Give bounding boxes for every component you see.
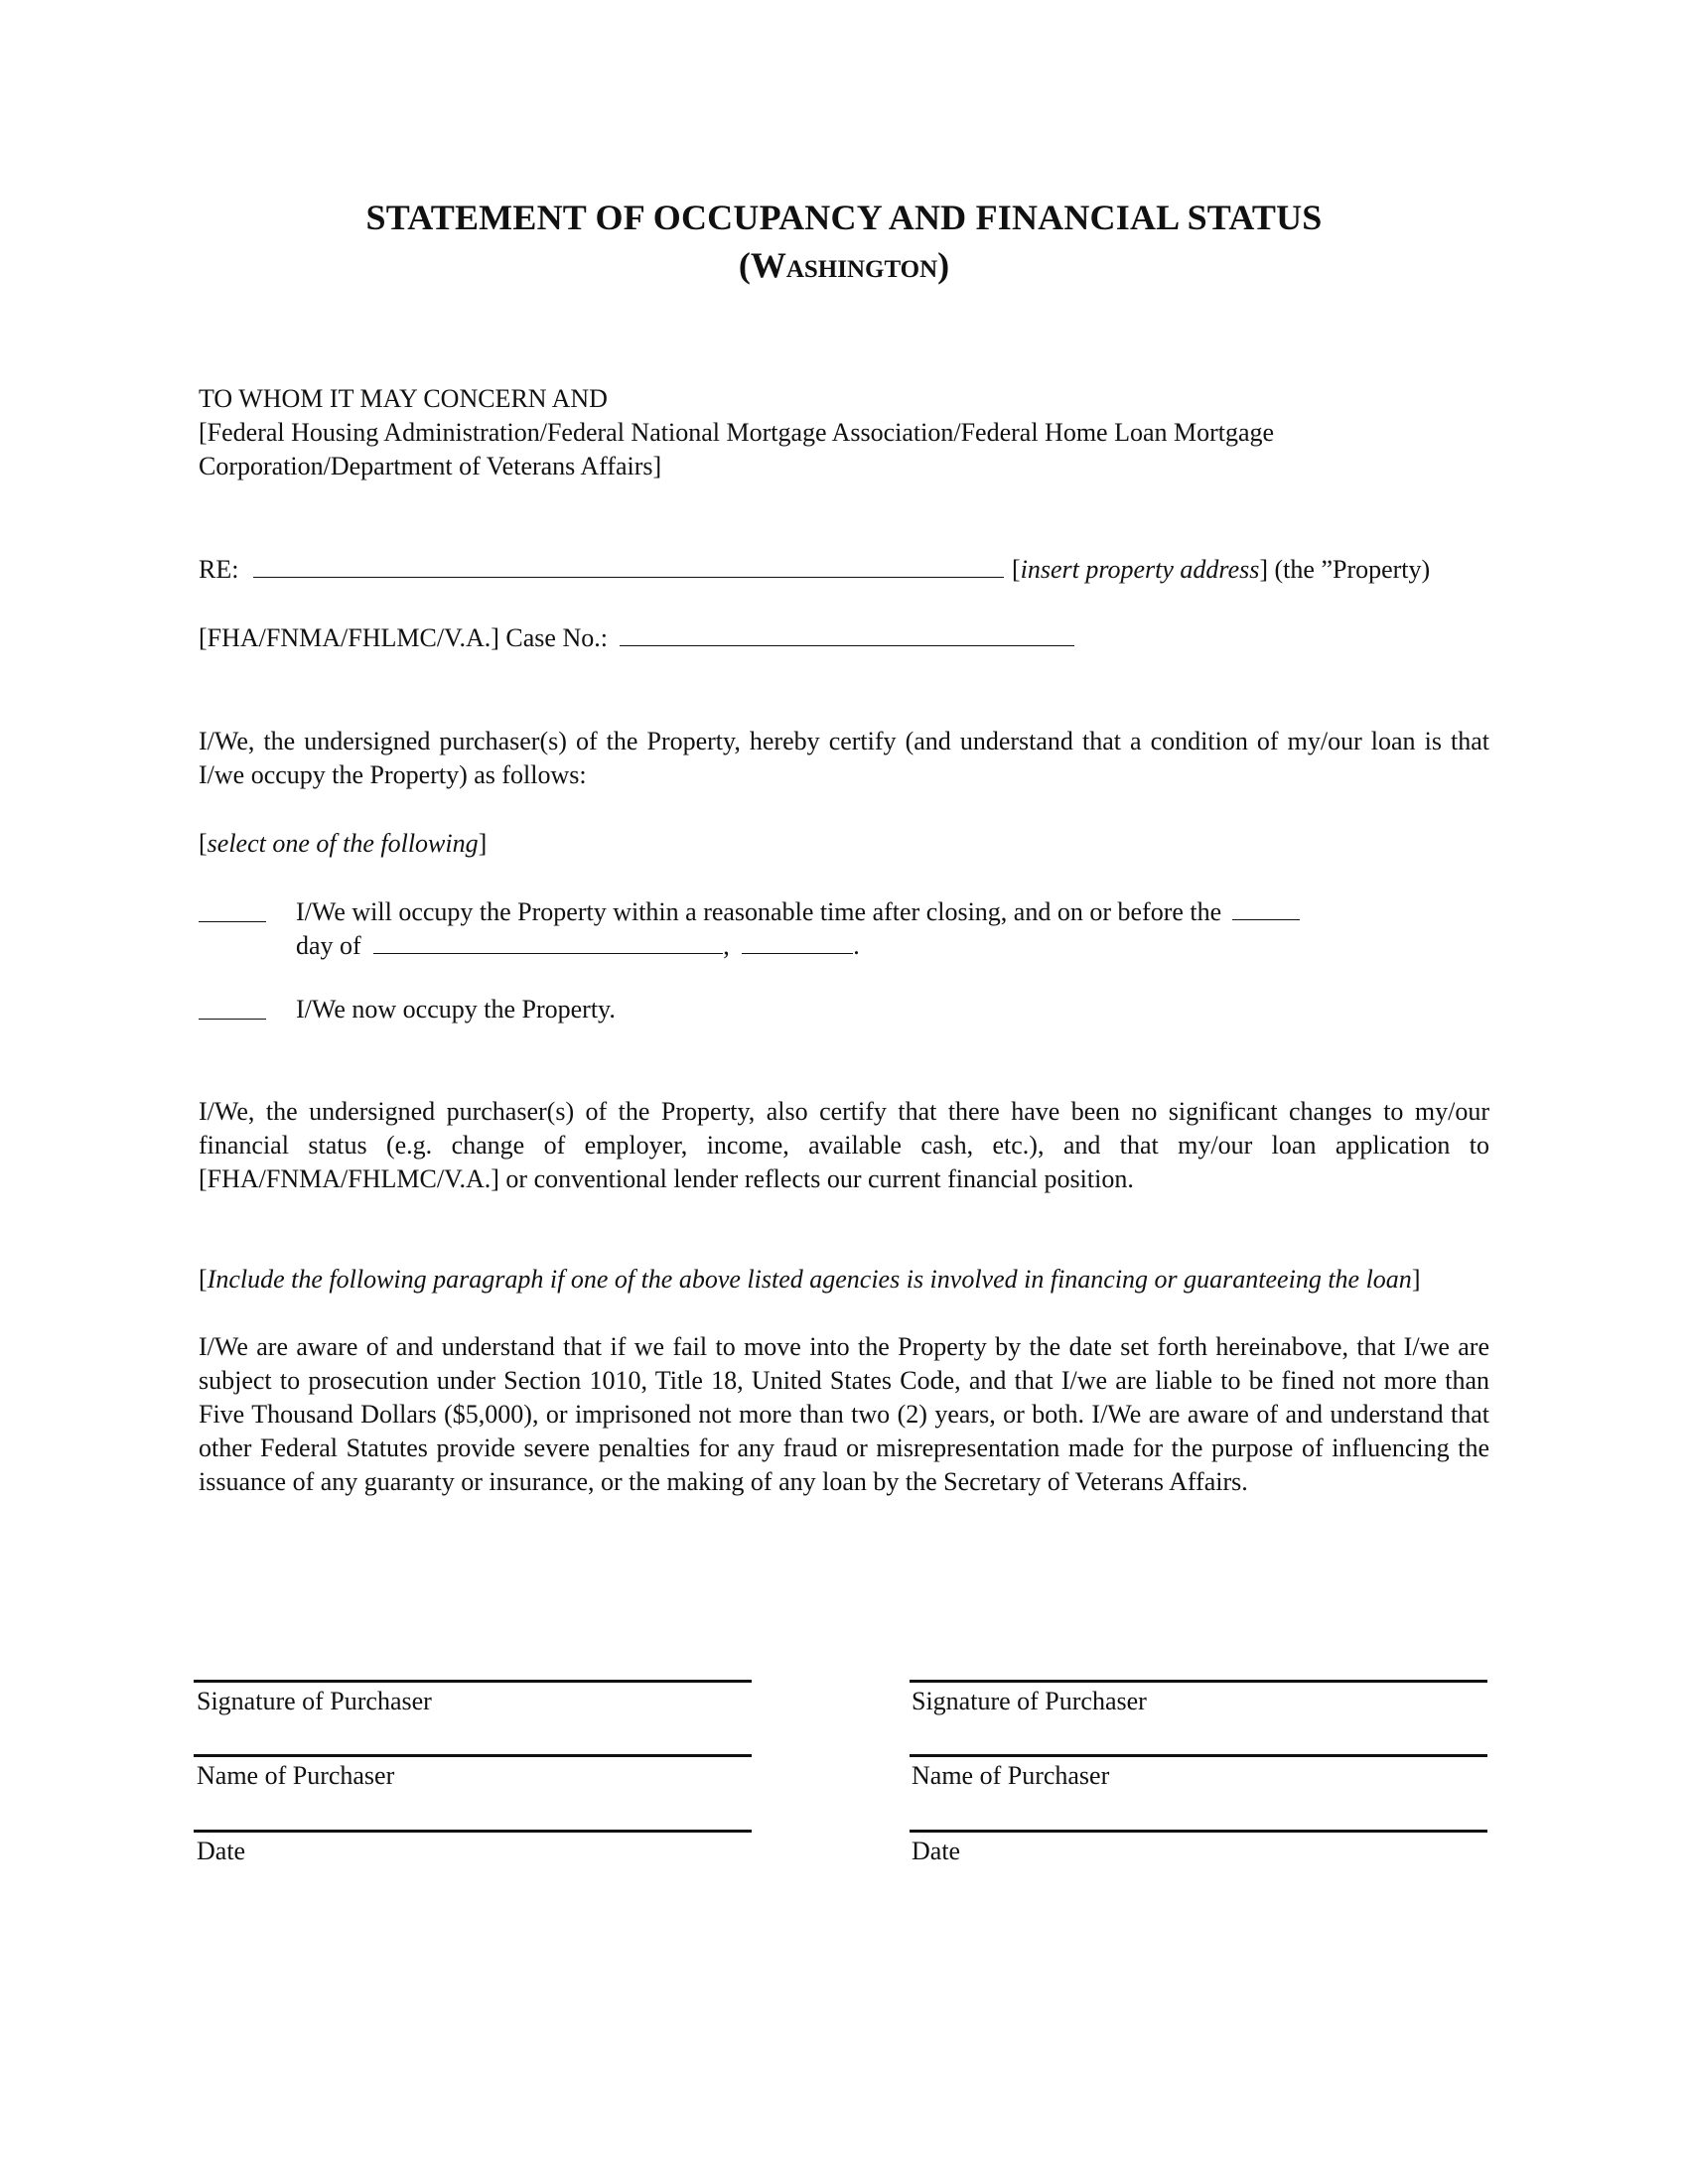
certify-paragraph: I/We, the undersigned purchaser(s) of the Property, hereby certify (and understand that a condition of my/our loan is that I/we occupy the Property) as follows: bbox=[199, 727, 1489, 789]
occupancy-year-field[interactable] bbox=[742, 929, 853, 954]
addressee-line-2: [Federal Housing Administration/Federal National Mortgage Association/Federal Home Loan Mortgage Corporation/Department of Veterans Affairs] bbox=[199, 418, 1275, 480]
signature-line-right[interactable] bbox=[910, 1680, 1487, 1683]
include-close: ] bbox=[1411, 1265, 1421, 1294]
select-open: [ bbox=[199, 829, 208, 858]
case-number-field[interactable] bbox=[620, 621, 1074, 646]
date-label-right: Date bbox=[912, 1837, 961, 1865]
date-line-right[interactable] bbox=[910, 1830, 1487, 1833]
name-label-left: Name of Purchaser bbox=[197, 1761, 395, 1790]
signature-label-left: Signature of Purchaser bbox=[197, 1687, 432, 1715]
name-label-right: Name of Purchaser bbox=[912, 1761, 1110, 1790]
option-1-part-2: day of bbox=[296, 931, 361, 960]
signature-line-left[interactable] bbox=[194, 1680, 752, 1683]
occupancy-day-field[interactable] bbox=[1232, 895, 1300, 920]
case-label: [FHA/FNMA/FHLMC/V.A.] Case No.: bbox=[199, 623, 608, 652]
option-1-period: . bbox=[853, 931, 860, 960]
select-instruction bbox=[199, 827, 1489, 861]
re-hint-italic: insert property address bbox=[1020, 555, 1260, 584]
date-label-left: Date bbox=[197, 1837, 246, 1865]
document-subtitle: (Washington) bbox=[738, 245, 950, 285]
name-line-right[interactable] bbox=[910, 1754, 1487, 1757]
option-1-checkbox-blank[interactable] bbox=[199, 920, 266, 922]
option-2-checkbox-blank[interactable] bbox=[199, 1018, 266, 1020]
re-label: RE: bbox=[199, 555, 239, 584]
option-1-text bbox=[296, 895, 1489, 963]
penalty-paragraph: I/We are aware of and understand that if we fail to move into the Property by the date set forth hereinabove, that I/we are subject to prosecution under Section 1010, Title 18, United States Code, and that I/we are liable to be fined not more than Five Thousand Dollars ($5,000), or imprisoned not more than two (2) years, or both. I/We are aware of and understand that other Federal Statutes provide severe penalties for any fraud or misrepresentation made for the purpose of influencing the issuance of any guaranty or insurance, or the making of any loan by the Secretary of Veterans Affairs. bbox=[199, 1332, 1489, 1496]
select-italic: select one of the following bbox=[207, 829, 479, 858]
include-italic: Include the following paragraph if one of the above listed agencies is involved in financing or guaranteeing the loan bbox=[207, 1265, 1412, 1294]
property-address-field[interactable] bbox=[253, 553, 1004, 578]
re-line bbox=[199, 553, 1489, 587]
option-1-part-1: I/We will occupy the Property within a reasonable time after closing, and on or before the bbox=[296, 897, 1222, 926]
addressee-line-1: TO WHOM IT MAY CONCERN AND bbox=[199, 384, 608, 413]
financial-status-paragraph: I/We, the undersigned purchaser(s) of the Property, also certify that there have been no significant changes to my/our financial status (e.g. change of employer, income, available cash, etc.), and that my/our loan application to [FHA/FNMA/FHLMC/V.A.] or conventional lender reflects our current financial position. bbox=[199, 1097, 1489, 1193]
addressee-block bbox=[199, 382, 1489, 483]
occupancy-month-field[interactable] bbox=[373, 929, 723, 954]
re-hint-close: ] (the ”Property) bbox=[1259, 555, 1431, 584]
document-title: STATEMENT OF OCCUPANCY AND FINANCIAL STATUS bbox=[365, 198, 1323, 237]
option-2-text: I/We now occupy the Property. bbox=[296, 995, 616, 1024]
select-close: ] bbox=[478, 829, 488, 858]
name-line-left[interactable] bbox=[194, 1754, 752, 1757]
case-number-line bbox=[199, 621, 1489, 655]
re-hint-open: [ bbox=[1011, 555, 1021, 584]
include-instruction bbox=[199, 1263, 1489, 1297]
option-1-comma: , bbox=[723, 931, 730, 960]
date-line-left[interactable] bbox=[194, 1830, 752, 1833]
signature-label-right: Signature of Purchaser bbox=[912, 1687, 1147, 1715]
include-open: [ bbox=[199, 1265, 208, 1294]
